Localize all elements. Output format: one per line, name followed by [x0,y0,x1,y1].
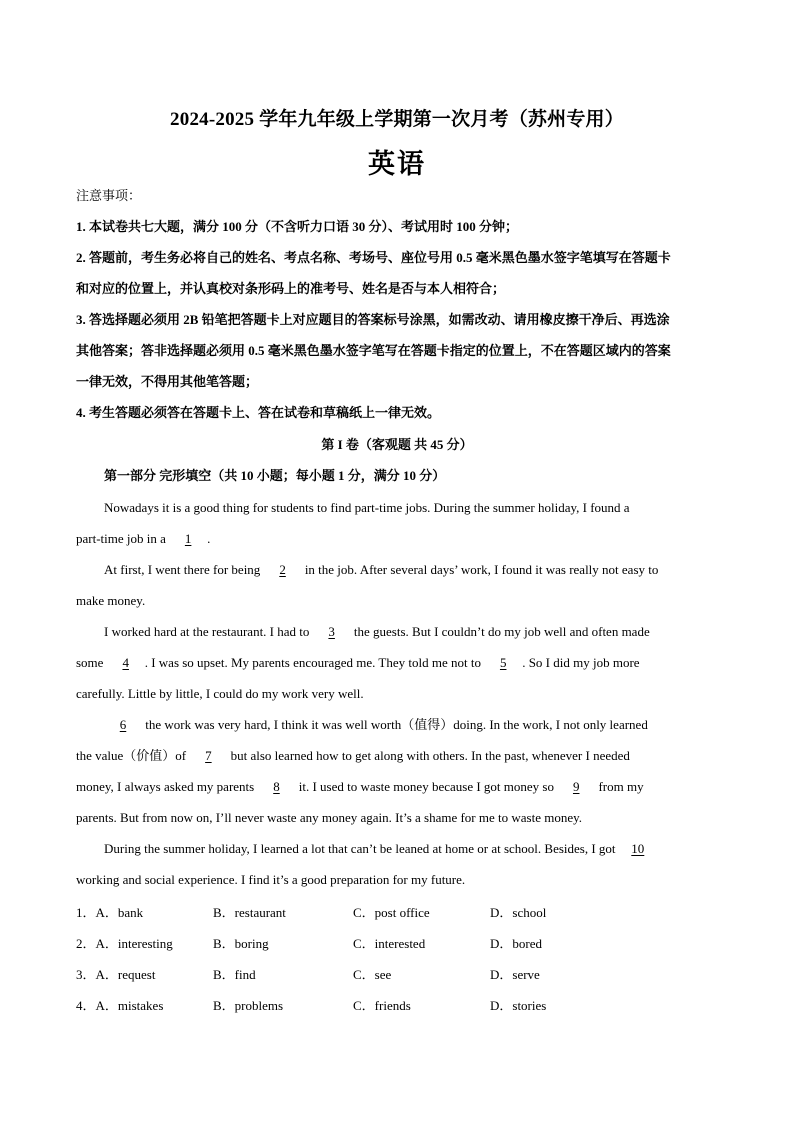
blank-5: 5 [499,655,507,670]
notice-item: 3. 答选择题必须用 2B 铅笔把答题卡上对应题目的答案标号涂黑，如需改动、请用橡皮擦干净后、再选涂 [76,312,670,327]
blank-8: 8 [273,779,280,794]
option-b: B．find [213,967,256,982]
exam-title: 2024-2025 学年九年级上学期第一次月考（苏州专用） [170,109,624,130]
option-b: B．problems [213,998,284,1013]
blank-4: 4 [122,655,129,670]
notice-heading: 注意事项： [76,188,142,203]
option-d: D．bored [490,936,542,951]
passage-line: parents. But from now on, I’ll never waste any money again. It’s a shame for me to waste money. [76,810,583,825]
answer-options [76,897,718,1021]
option-c: C．interested [353,936,426,951]
passage-line: I worked hard at the restaurant. I had to 3 the guests. But I couldn’t do my job well and often made [76,616,718,647]
option-d: D．school [490,905,547,920]
option-a: 4．A．mistakes [76,998,164,1013]
option-b: B．boring [213,936,269,951]
passage-line: carefully. Little by little, I could do my work very well. [76,686,364,701]
option-c: C．friends [353,998,411,1013]
option-a: 2．A．interesting [76,936,173,951]
option-b: B．restaurant [213,905,286,920]
passage-line: working and social experience. I find it’s a good preparation for my future. [76,872,466,887]
passage-line: During the summer holiday, I learned a lot that can’t be leaned at home or at school. Besides, I got 10 [76,833,718,864]
part-heading: 第一部分 完形填空（共 10 小题；每小题 1 分，满分 10 分） [104,468,446,483]
blank-3: 3 [328,624,335,639]
blank-1: 1 [184,531,192,546]
passage-line: the value（价值）of 7 but also learned how to get along with others. In the past, whenever I needed [76,740,718,771]
cloze-passage [76,492,718,895]
blank-6: 6 [119,717,127,732]
option-row-4 [76,990,718,1021]
passage-line: money, I always asked my parents 8 it. I used to waste money because I got money so 9 from my [76,771,718,802]
notice-item: 1. 本试卷共七大题，满分 100 分（不含听力口语 30 分）、考试用时 100 分钟； [76,219,519,234]
option-a: 3．A．request [76,967,156,982]
passage-line: make money. [76,593,146,608]
blank-7: 7 [205,748,212,763]
option-row-2 [76,928,718,959]
blank-2: 2 [279,562,286,577]
subject-title: 英语 [368,149,426,179]
notice-item: 4. 考生答题必须答在答题卡上、答在试卷和草稿纸上一律无效。 [76,405,441,420]
notice-item: 其他答案；答非选择题必须用 0.5 毫米黑色墨水签字笔写在答题卡指定的位置上，不在答题区域内的答案 [76,343,671,358]
blank-9: 9 [572,779,580,794]
option-row-1 [76,897,718,928]
notice-item: 2. 答题前，考生务必将自己的姓名、考点名称、考场号、座位号用 0.5 毫米黑色墨水签字笔填写在答题卡 [76,250,671,265]
option-d: D．stories [490,998,547,1013]
section-heading: 第 I 卷（客观题 共 45 分） [321,437,473,452]
notice-item: 一律无效，不得用其他笔答题； [76,374,259,389]
option-c: C．post office [353,905,430,920]
option-a: 1．A．bank [76,905,144,920]
option-d: D．serve [490,967,540,982]
passage-line: some 4 . I was so upset. My parents encouraged me. They told me not to 5 . So I did my job more [76,647,718,678]
passage-line: Nowadays it is a good thing for students to find part-time jobs. During the summer holiday, I found a [104,500,630,515]
blank-10: 10 [631,841,645,856]
passage-line: part-time job in a 1 . [76,523,718,554]
passage-line: At first, I went there for being 2 in the job. After several days’ work, I found it was really not easy to [76,554,718,585]
option-row-3 [76,959,718,990]
option-c: C．see [353,967,392,982]
passage-line: 6 the work was very hard, I think it was well worth（值得）doing. In the work, I not only learned [76,709,718,740]
notice-block [76,180,720,428]
notice-item: 和对应的位置上，并认真校对条形码上的准考号、姓名是否与本人相符合； [76,281,506,296]
